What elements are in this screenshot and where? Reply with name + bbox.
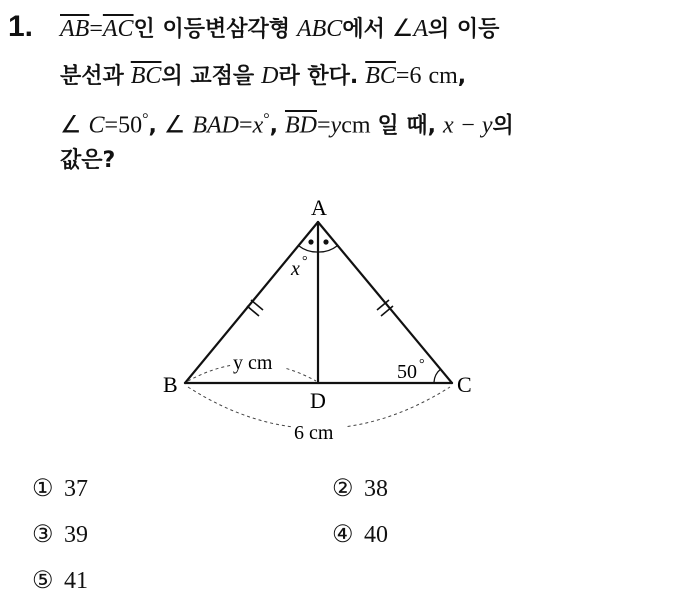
angle-label-x-degree: °: [302, 254, 308, 269]
unit: cm: [428, 63, 458, 89]
segment-ab: $\overline{AB}$: [60, 16, 90, 42]
segment-bc: $\overline{BC}$: [130, 63, 162, 89]
length-value: 6: [409, 63, 422, 89]
question-text: 인 이등변삼각형: [133, 17, 290, 42]
choice-2[interactable]: [332, 474, 388, 503]
question-text: 라 한다.: [278, 64, 359, 89]
question-text: 의 이등: [428, 17, 500, 42]
choice-value: 37: [64, 476, 88, 502]
length-label-bc: 6 cm: [294, 422, 334, 444]
tick-ab-2: [251, 300, 263, 310]
comma: ,: [148, 113, 157, 139]
expression: x − y: [443, 112, 493, 139]
point-d: D: [261, 63, 279, 89]
angle-dot-1: [308, 239, 313, 244]
segment-bc: $\overline{BC}$: [365, 63, 396, 89]
degree-sign: °: [263, 111, 270, 128]
angle-bad: BAD: [192, 112, 240, 139]
angle-arc-dac: [318, 246, 338, 252]
angle-arc-bad: [299, 246, 319, 252]
equals-sign: =: [104, 112, 119, 139]
vertex-label-a: A: [311, 195, 327, 220]
angle-label-c: 50: [397, 361, 417, 383]
equals-sign: =: [395, 63, 410, 89]
angle-symbol: ∠: [163, 112, 186, 139]
angle-dot-2: [323, 239, 328, 244]
angle-arc-c: [434, 369, 441, 383]
tick-ab-1: [247, 306, 259, 316]
equals-sign: =: [239, 112, 253, 139]
vertex-label-b: B: [163, 372, 178, 397]
angle-value: 50: [118, 112, 143, 139]
choice-1[interactable]: [32, 474, 88, 503]
question-text: 분선과: [60, 64, 124, 89]
question-text: 값은?: [60, 148, 116, 173]
equals-sign: =: [89, 16, 103, 42]
length-label-bd: y cm: [233, 352, 273, 374]
question-text: 일 때,: [377, 113, 437, 139]
angle-symbol: ∠: [391, 16, 414, 42]
choice-marker: ③: [32, 522, 54, 548]
triangle-name: ABC: [296, 16, 343, 42]
unit: cm: [341, 112, 371, 139]
degree-sign: °: [142, 111, 149, 128]
segment-ac: $\overline{AC}$: [102, 16, 134, 42]
question-number: 1.: [8, 10, 34, 43]
angle-label-c-degree: °: [419, 357, 425, 372]
angle-symbol: ∠: [60, 112, 82, 139]
choice-3[interactable]: [32, 520, 88, 549]
question-text: 의: [492, 113, 514, 139]
segment-bd: $\overline{BD}$: [284, 112, 317, 139]
choice-value: 40: [364, 522, 388, 548]
vertex-a: A: [413, 16, 429, 42]
comma: ,: [457, 64, 467, 89]
choice-4[interactable]: [332, 520, 388, 549]
comma: ,: [269, 113, 278, 139]
choice-value: 41: [64, 568, 88, 594]
choice-marker: ⑤: [32, 568, 54, 594]
angle-label-x: x: [291, 258, 300, 280]
question-text: 의 교점을: [161, 64, 255, 89]
foot-label-d: D: [310, 388, 326, 413]
variable-y: y: [330, 112, 342, 139]
choice-value: 39: [64, 522, 88, 548]
choice-marker: ①: [32, 476, 54, 502]
vertex-label-c: C: [457, 372, 472, 397]
variable-x: x: [252, 112, 264, 139]
choice-marker: ②: [332, 476, 354, 502]
choice-marker: ④: [332, 522, 354, 548]
question-text: 에서: [342, 17, 385, 42]
equals-sign: =: [316, 112, 331, 139]
choice-value: 38: [364, 476, 388, 502]
vertex-c: C: [88, 112, 105, 139]
choice-5[interactable]: [32, 566, 88, 595]
